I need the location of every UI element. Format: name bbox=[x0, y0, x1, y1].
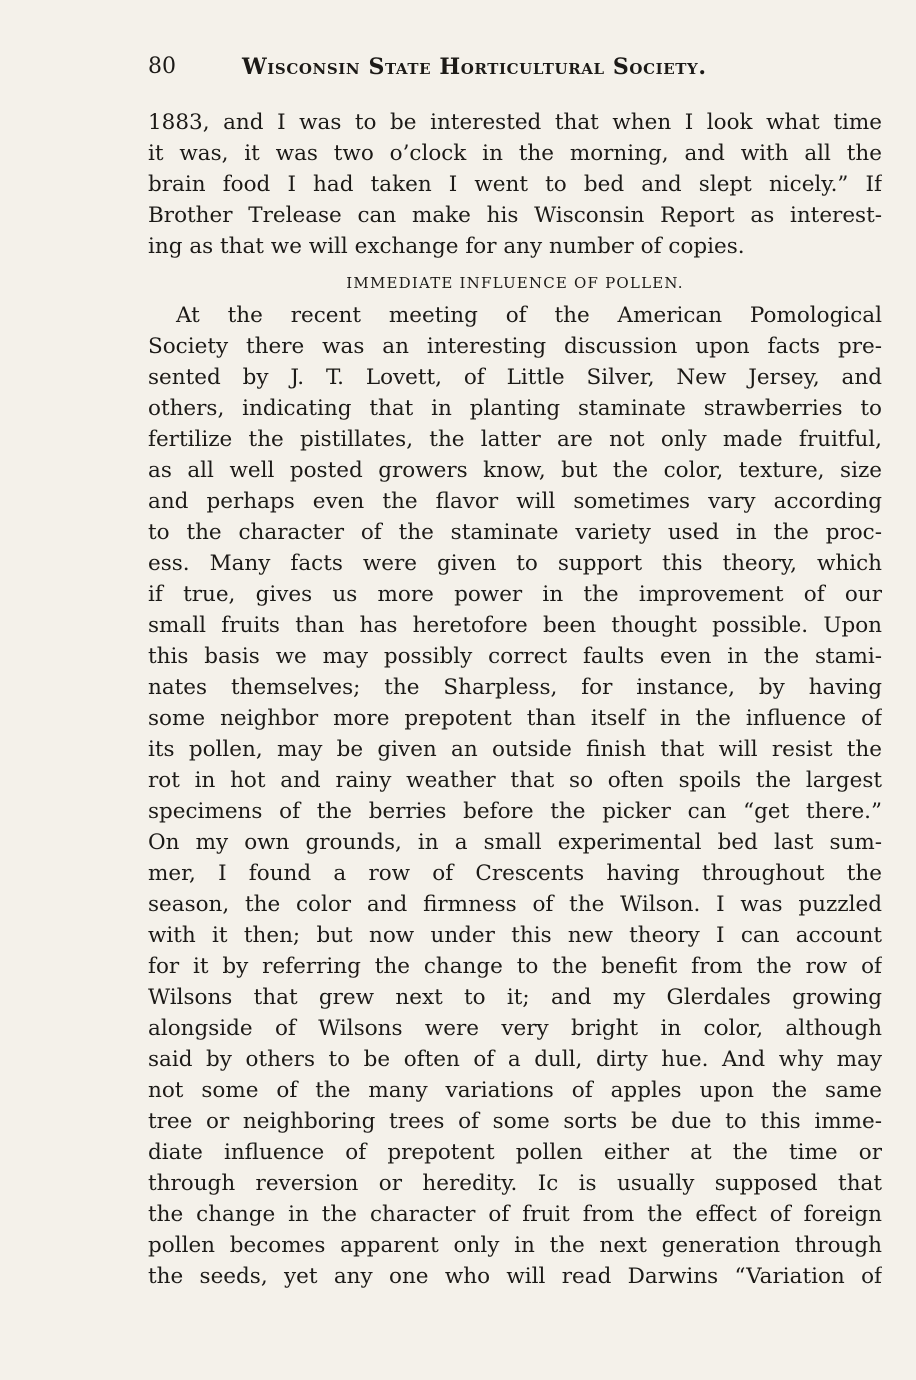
text-line: to the character of the staminate variety used in the proc- bbox=[148, 520, 882, 545]
text-line: small fruits than has heretofore been thought possible. Upon bbox=[148, 613, 882, 638]
text-line: rot in hot and rainy weather that so often spoils the largest bbox=[148, 768, 882, 793]
paragraph-continued bbox=[148, 107, 882, 262]
text-line: Society there was an interesting discussion upon facts pre- bbox=[148, 334, 882, 359]
text-line: ess. Many facts were given to support this theory, which bbox=[148, 551, 882, 576]
text-line: its pollen, may be given an outside finish that will resist the bbox=[148, 737, 882, 762]
body-text bbox=[148, 107, 882, 1292]
text-line: season, the color and firmness of the Wilson. I was puzzled bbox=[148, 892, 882, 917]
text-line: mer, I found a row of Crescents having throughout the bbox=[148, 861, 882, 886]
text-line: some neighbor more prepotent than itself in the influence of bbox=[148, 706, 882, 731]
text-line: 1883, and I was to be interested that when I look what time bbox=[148, 110, 882, 135]
text-line: On my own grounds, in a small experimental bed last sum- bbox=[148, 830, 882, 855]
journal-title: Wisconsin State Horticultural Society. bbox=[242, 54, 707, 80]
text-line: diate influence of prepotent pollen either at the time or bbox=[148, 1140, 882, 1165]
text-line: alongside of Wilsons were very bright in color, although bbox=[148, 1016, 882, 1041]
text-line: through reversion or heredity. Ic is usually supposed that bbox=[148, 1171, 882, 1196]
text-line: pollen becomes apparent only in the next generation through bbox=[148, 1233, 882, 1258]
paragraph-pollen bbox=[148, 300, 882, 1292]
text-line: not some of the many variations of apples upon the same bbox=[148, 1078, 882, 1103]
text-line: brain food I had taken I went to bed and slept nicely.” If bbox=[148, 172, 882, 197]
text-line: as all well posted growers know, but the color, texture, size bbox=[148, 458, 882, 483]
text-line: it was, it was two o’clock in the morning, and with all the bbox=[148, 141, 882, 166]
text-line: others, indicating that in planting staminate strawberries to bbox=[148, 396, 882, 421]
text-line: the seeds, yet any one who will read Darwins “Variation of bbox=[148, 1264, 882, 1289]
text-line: Wilsons that grew next to it; and my Glerdales growing bbox=[148, 985, 882, 1010]
text-line: Brother Trelease can make his Wisconsin Report as interest- bbox=[148, 203, 882, 228]
text-line: tree or neighboring trees of some sorts be due to this imme- bbox=[148, 1109, 882, 1134]
text-line: with it then; but now under this new theory I can account bbox=[148, 923, 882, 948]
section-heading: IMMEDIATE INFLUENCE OF POLLEN. bbox=[346, 274, 684, 292]
text-line: specimens of the berries before the picker can “get there.” bbox=[148, 799, 882, 824]
text-line: sented by J. T. Lovett, of Little Silver, New Jersey, and bbox=[148, 365, 882, 390]
text-line: and perhaps even the flavor will sometimes vary according bbox=[148, 489, 882, 514]
running-head bbox=[148, 50, 882, 84]
text-line: if true, gives us more power in the improvement of our bbox=[148, 582, 882, 607]
text-line: said by others to be often of a dull, dirty hue. And why may bbox=[148, 1047, 882, 1072]
text-line: this basis we may possibly correct faults even in the stami- bbox=[148, 644, 882, 669]
text-line: At the recent meeting of the American Pomological bbox=[176, 303, 882, 328]
page-number: 80 bbox=[148, 54, 176, 79]
text-line: fertilize the pistillates, the latter are not only made fruitful, bbox=[148, 427, 882, 452]
text-line: the change in the character of fruit from the effect of foreign bbox=[148, 1202, 882, 1227]
text-line: nates themselves; the Sharpless, for instance, by having bbox=[148, 675, 882, 700]
text-line: for it by referring the change to the benefit from the row of bbox=[148, 954, 882, 979]
text-line: ing as that we will exchange for any number of copies. bbox=[148, 234, 745, 259]
